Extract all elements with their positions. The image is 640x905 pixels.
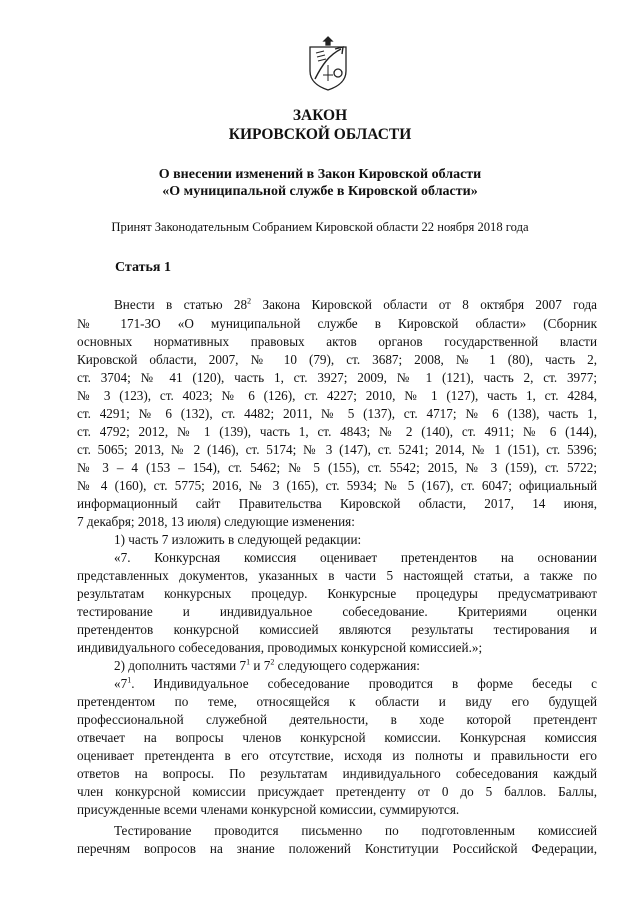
body-line: № 3 – 4 (153 – 154), ст. 5462; № 5 (155), ст. 5542; 2015, № 3 (159), ст. 5722; <box>77 460 597 475</box>
law-title: ЗАКОН <box>292 107 348 124</box>
body-line: Внести в статью $28^2$ Закона Кировской области от 8 октября 2007 года <box>114 296 598 312</box>
body-line: основных нормативных правовых актов органов государственной власти <box>77 334 597 349</box>
body-line: № 3 (123), ст. 4023; № 6 (126), ст. 4227; 2010, № 1 (127), часть 1, ст. 4284, <box>77 388 597 403</box>
body-line: претендентом по теме, относящейся к области и виду его будущей <box>77 694 597 709</box>
body-line: результатам конкурсных процедур. Конкурсные процедуры предусматривают <box>77 586 597 601</box>
body-line: ст. 3704; № 41 (120), часть 1, ст. 3927; 2009, № 1 (121), часть 2, ст. 3977; <box>77 370 597 385</box>
body-line: Тестирование проводится письменно по подготовленным комиссией <box>114 823 597 838</box>
body-line: информационный сайт Правительства Кировской области, 2017, 14 июня, <box>77 496 597 511</box>
body-line: ответов на вопросы. По результатам индивидуального собеседования каждый <box>77 766 597 781</box>
amendment-item-1: 1) часть 7 изложить в следующей редакции: <box>114 532 362 547</box>
kirov-coat-of-arms-icon <box>305 35 351 91</box>
body-line: представленных документов, указанных в части 5 настоящей статьи, а также по <box>77 568 597 583</box>
body-line: оценивает претендента в его отсутствие, исходя из полноты и правильности его <box>77 748 597 763</box>
body-line: Кировской области, 2007, № 10 (79), ст. 3687; 2008, № 1 (80), часть 2, <box>77 352 597 367</box>
body-line: ст. 4291; № 6 (132), ст. 4482; 2011, № 5 (137), ст. 4717; № 6 (138), часть 1, <box>77 406 597 421</box>
body-line: перечням вопросов на знание положений Конституции Российской Федерации, <box>77 841 597 856</box>
body-line: присужденные всеми членами конкурсной комиссии, суммируются. <box>77 802 460 817</box>
body-line: № 171-ЗО «О муниципальной службе в Кировской области» (Сборник <box>77 316 597 331</box>
amendment-item-2: 2) дополнить частями $7^1$ и $7^2$ следующего содержания: <box>114 657 420 673</box>
body-line: ст. 4792; 2012, № 1 (139), часть 1, ст. 4843; № 2 (140), ст. 4911; № 6 (144), <box>77 424 597 439</box>
body-line: ст. 5065; 2013, № 2 (146), ст. 5174; № 3 (147), ст. 5241; 2014, № 1 (151), ст. 5396; <box>77 442 597 457</box>
law-subject-line-2: «О муниципальной службе в Кировской области» <box>162 184 478 199</box>
adoption-note: Принят Законодательным Собранием Кировской области 22 ноября 2018 года <box>111 220 529 234</box>
article-heading: Статья 1 <box>115 260 171 275</box>
body-line: 7 декабря; 2018, 13 июля) следующие изменения: <box>77 514 355 529</box>
body-line: член конкурсной комиссии присуждает претенденту от 0 до 5 баллов. Баллы, <box>77 784 597 799</box>
body-line: № 4 (160), ст. 5775; 2016, № 3 (165), ст. 5934; № 5 (167), ст. 6047; официальный <box>77 478 597 493</box>
body-line: отвечает на вопросы членов конкурсной комиссии. Конкурсная комиссия <box>77 730 597 745</box>
law-subject-line-1: О внесении изменений в Закон Кировской области <box>158 167 482 182</box>
law-region: КИРОВСКОЙ ОБЛАСТИ <box>228 126 412 143</box>
body-line: «$7^1$. Индивидуальное собеседование проводится в форме беседы с <box>114 675 597 691</box>
body-line: индивидуального собеседования, проводимых конкурсной комиссией.»; <box>77 640 483 655</box>
body-line: профессиональной служебной деятельности, в ходе которой претендент <box>77 712 597 727</box>
body-line: «7. Конкурсная комиссия оценивает претендентов на основании <box>114 550 597 565</box>
body-line: тестирование и индивидуальное собеседование. Критериями оценки <box>77 604 597 619</box>
body-line: претендентов конкурсной комиссией являются результаты тестирования и <box>77 622 597 637</box>
